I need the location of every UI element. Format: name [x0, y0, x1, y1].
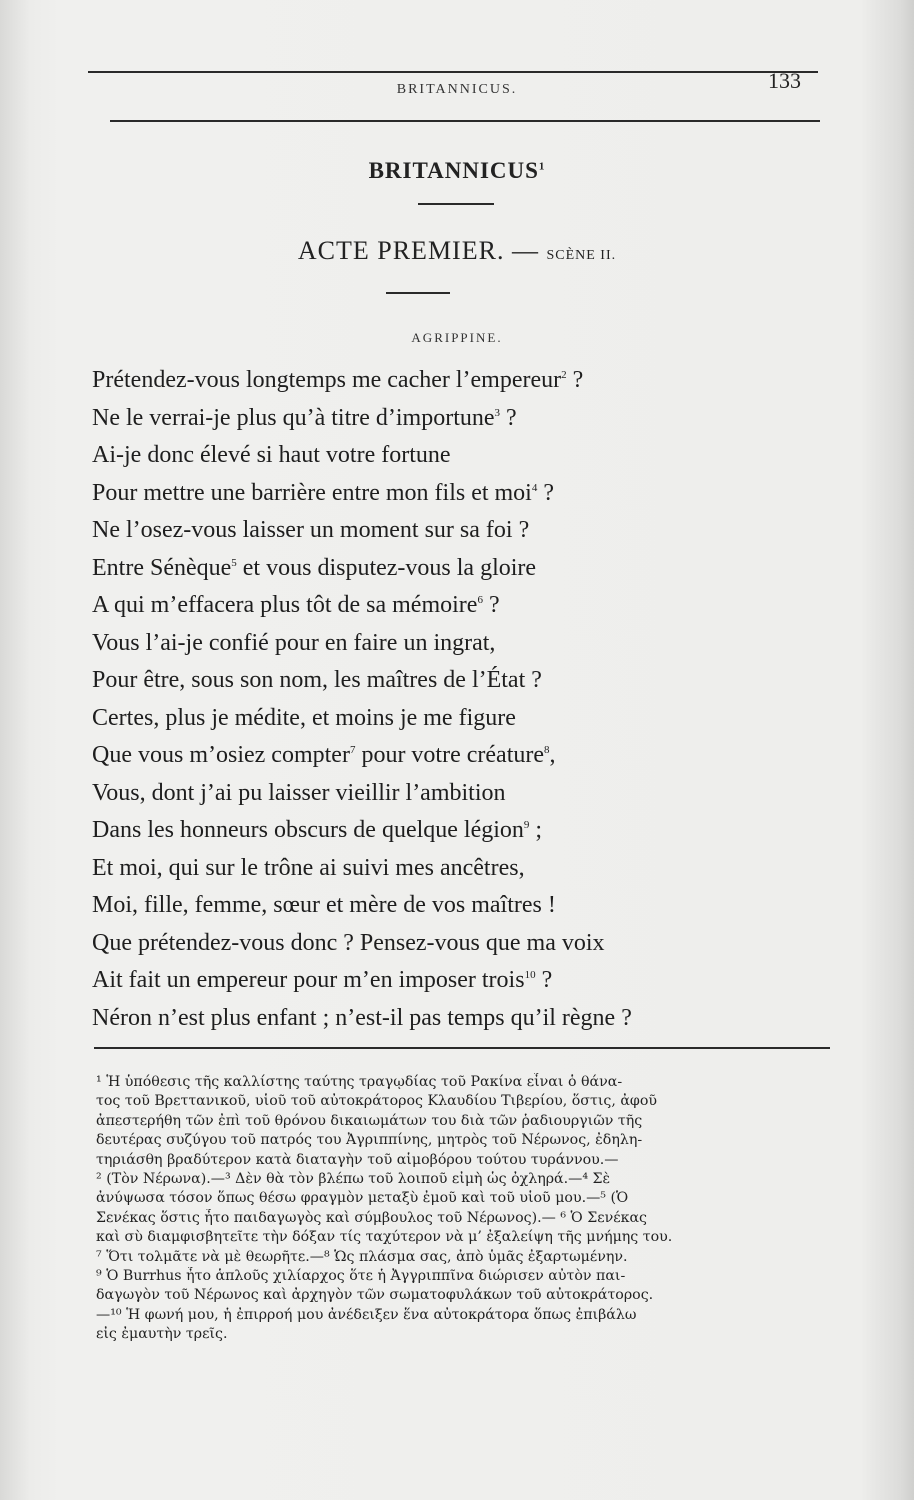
verse-line [92, 737, 852, 775]
verse-text: Ait fait un empereur pour m’en imposer trois [92, 967, 525, 993]
header-rule-top [88, 71, 818, 73]
verse-text-after: et vous disputez-vous la gloire [236, 554, 537, 581]
footnotes [96, 1073, 836, 1345]
verse-line [92, 1000, 852, 1038]
verse-text: Ai-je donc élevé si haut votre fortune [92, 442, 451, 468]
verse-text-after: ? [482, 592, 500, 618]
title-separator [418, 203, 494, 205]
verse-line [92, 587, 852, 625]
footnote-ref: 3 [494, 406, 501, 419]
verse-line [92, 850, 852, 888]
footnote-ref: 8 [544, 744, 550, 756]
verse-text: Ne le verrai-je plus qu’à titre d’importune [92, 404, 495, 431]
footnote-line: ἀνύψωσα τόσον ὅπως θέσω φραγμὸν μεταξὺ ἐμοῦ καὶ τοῦ υἱοῦ μου.—⁵ (Ὁ [96, 1190, 629, 1207]
verse-line [92, 475, 852, 513]
verse-text: Moi, fille, femme, sœur et mère de vos maîtres ! [92, 892, 556, 918]
footnote-line: ⁷ Ὅτι τολμᾶτε νὰ μὲ θεωρῆτε.—⁸ Ὡς πλάσμα σας, ἀπὸ ὑμᾶς ἐξαρτωμένην. [96, 1248, 628, 1265]
verse-text-after: ? [566, 367, 584, 393]
play-title-note: 1 [538, 160, 546, 173]
verse-line [92, 400, 852, 438]
footnote-line: καὶ σὺ διαμφισβητεῖτε τὴν δόξαν τίς ταχύτερον νὰ μ’ ἐξαλείψη τῆς μνήμης του. [96, 1229, 673, 1246]
verse-line [92, 512, 852, 550]
verse-block [92, 362, 852, 1037]
footnote-ref: 2 [561, 369, 567, 381]
footnote-line: τος τοῦ Βρεττανικοῦ, υἱοῦ τοῦ αὐτοκράτορος Κλαυδίου Τιβερίου, ὅστις, ἀφοῦ [96, 1093, 658, 1110]
play-title-text: BRITANNICUS [368, 158, 539, 183]
verse-line [92, 362, 852, 400]
footnote-line: εἰς ἐμαυτὴν τρεῖς. [96, 1326, 228, 1343]
verse-text: Certes, plus je médite, et moins je me figure [92, 704, 516, 731]
verse-text: Pour être, sous son nom, les maîtres de l’État ? [92, 667, 542, 693]
verse-line [92, 437, 852, 475]
verse-text: Que prétendez-vous donc ? Pensez-vous que ma voix [92, 929, 605, 956]
footnote-ref: 9 [523, 819, 530, 831]
verse-text: Que vous m’osiez compter [92, 742, 350, 768]
verse-line [92, 775, 852, 813]
verse-line [92, 925, 852, 963]
verse-text-after: pour votre créature [355, 742, 545, 768]
verse-text-after: ? [537, 479, 555, 506]
verse-text: Vous, dont j’ai pu laisser vieillir l’ambition [92, 779, 506, 806]
act-separator [386, 292, 450, 294]
scene-title: SCÈNE II. [546, 248, 617, 263]
verse-text: Ne l’osez-vous laisser un moment sur sa foi ? [92, 517, 530, 543]
footnote-line: δευτέρας συζύγου τοῦ πατρός του Ἀγριππίνης, μητρὸς τοῦ Νέρωνος, ἐδηλη- [96, 1132, 643, 1149]
page-number: 133 [768, 68, 801, 93]
verse-text: Néron n’est plus enfant ; n’est-il pas temps qu’il règne ? [92, 1004, 632, 1031]
verse-line [92, 662, 852, 700]
verse-line [92, 812, 852, 850]
act-title: ACTE PREMIER. — [297, 236, 539, 265]
verse-line [92, 962, 852, 1000]
footnote-line: ⁹ Ὁ Burrhus ἦτο ἁπλοῦς χιλίαρχος ὅτε ἡ Ἀγγριππῖνα διώρισεν αὐτὸν παι- [96, 1268, 626, 1285]
footnote-ref: 4 [531, 481, 538, 494]
footnote-line: Σενέκας ὅστις ἦτο παιδαγωγὸς καὶ σύμβουλος τοῦ Νέρωνος).— ⁶ Ὁ Σενέκας [96, 1209, 647, 1226]
verse-text: A qui m’effacera plus tôt de sa mémoire [92, 592, 478, 618]
verse-text: Prétendez-vous longtemps me cacher l’empereur [92, 367, 562, 393]
footnote-line: ² (Τὸν Νέρωνα).—³ Δὲν θὰ τὸν βλέπω τοῦ λοιποῦ εἰμὴ ὡς ὀχληρά.—⁴ Σὲ [96, 1171, 611, 1188]
verse-text-after: , [549, 742, 556, 768]
footnote-ref: 10 [524, 969, 536, 981]
footnote-line: τηριάσθη βραδύτερον κατὰ διαταγὴν τοῦ αἱμοβόρου τούτου τυράννου.— [96, 1151, 619, 1168]
footnote-separator [94, 1047, 830, 1049]
verse-line [92, 887, 852, 925]
verse-text: Vous l’ai-je confié pour en faire un ingrat, [92, 629, 496, 656]
verse-text: Pour mettre une barrière entre mon fils et moi [92, 479, 532, 506]
verse-line [92, 625, 852, 663]
footnote-line: —¹⁰ Ἡ φωνή μου, ἡ ἐπιρροή μου ἀνέδειξεν ἕνα αὐτοκράτορα ὅπως ἐπιβάλω [96, 1306, 637, 1323]
verse-text: Entre Sénèque [92, 554, 232, 581]
speaker-name: AGRIPPINE. [411, 330, 503, 345]
footnote-ref: 5 [231, 556, 237, 569]
act-scene-heading [0, 236, 914, 266]
verse-line [92, 550, 852, 588]
header-rule-bottom [110, 120, 820, 122]
footnote-line: ¹ Ἡ ὑπόθεσις τῆς καλλίστης ταύτης τραγῳδίας τοῦ Ρακίνα εἶναι ὁ θάνα- [96, 1074, 623, 1090]
verse-line [92, 700, 852, 738]
footnote-ref: 7 [349, 744, 356, 756]
verse-text: Et moi, qui sur le trône ai suivi mes ancêtres, [92, 854, 525, 881]
verse-text-after: ? [535, 967, 553, 993]
footnote-line: ἀπεστερήθη τῶν ἐπὶ τοῦ θρόνου δικαιωμάτων του διὰ τῶν ῥαδιουργιῶν τῆς [96, 1112, 643, 1129]
verse-text: Dans les honneurs obscurs de quelque légion [92, 817, 524, 843]
running-title: BRITANNICUS. [396, 82, 518, 97]
play-title [0, 158, 914, 184]
footnote-line: δαγωγὸν τοῦ Νέρωνος καὶ ἀρχηγὸν τῶν σωματοφυλάκων τοῦ αὐτοκράτορος. [96, 1287, 654, 1304]
footnote-ref: 6 [477, 594, 483, 606]
verse-text-after: ? [500, 404, 517, 431]
verse-text-after: ; [529, 817, 543, 843]
